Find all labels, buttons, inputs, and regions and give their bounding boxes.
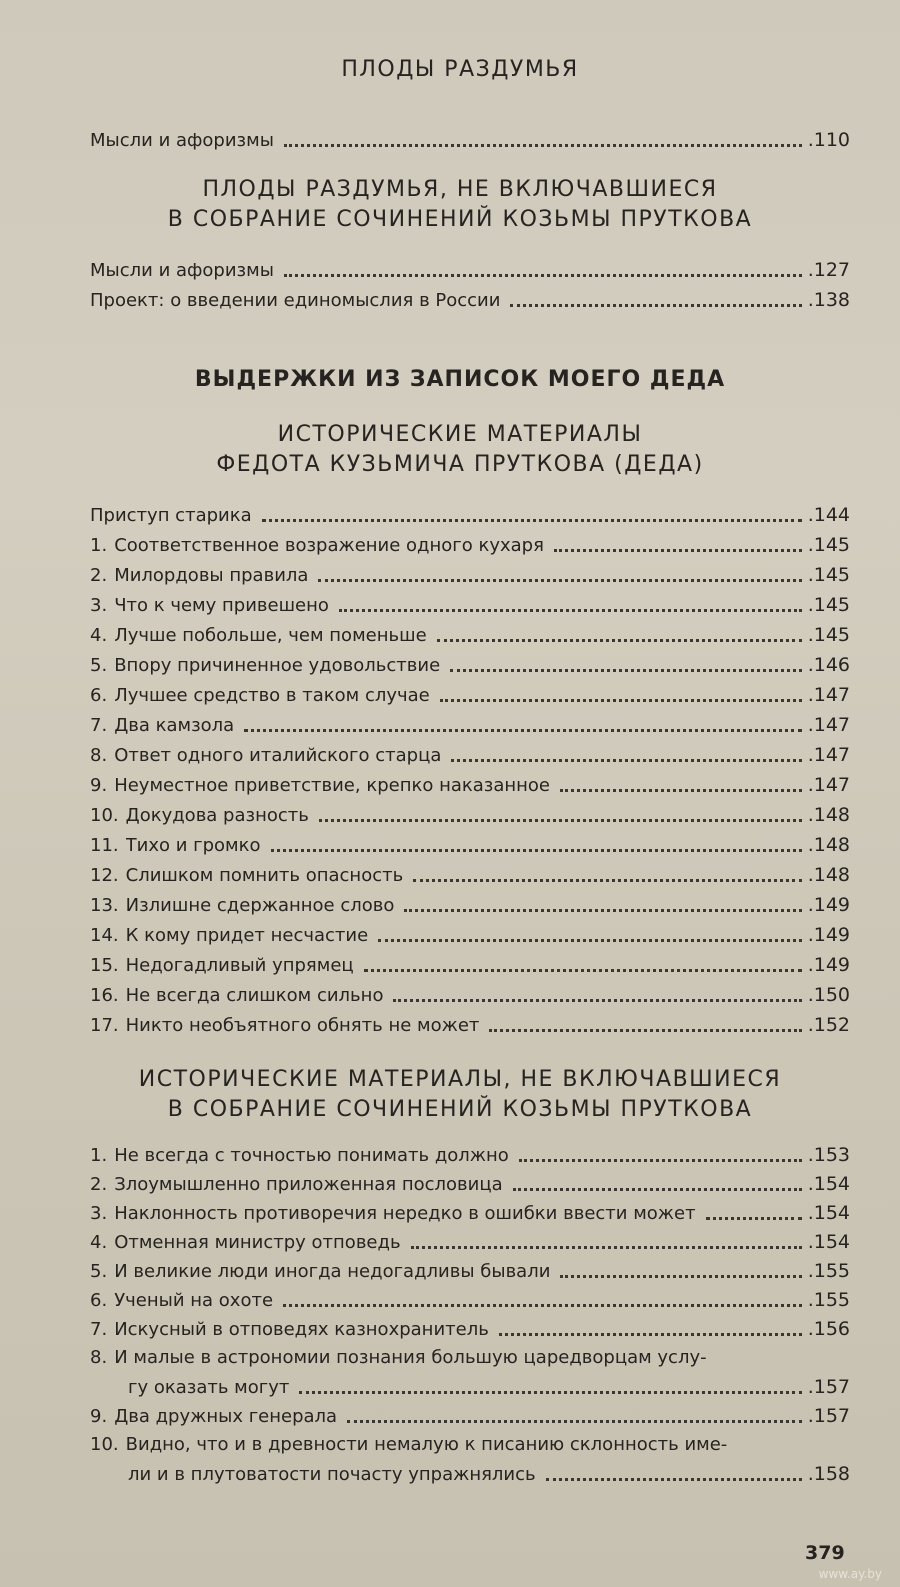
entry-page: .147	[807, 744, 850, 766]
entry-page: .155	[807, 1289, 850, 1311]
entry-number: 13.	[90, 895, 119, 916]
leader-dots	[413, 878, 801, 882]
leader-dots	[513, 1187, 802, 1191]
leader-dots	[404, 908, 801, 912]
section-heading-plody	[90, 55, 830, 85]
toc-entry[interactable]	[90, 1314, 850, 1344]
entry-title: Что к чему привешено	[114, 595, 329, 616]
toc-entry[interactable]	[90, 920, 850, 950]
leader-dots	[284, 273, 802, 277]
entry-title: Не всегда с точностью понимать должно	[114, 1145, 509, 1166]
entry-title: И малые в астрономии познания большую царедворцам услу-	[114, 1347, 707, 1368]
entry-number: 3.	[90, 595, 108, 616]
leader-dots	[560, 1274, 801, 1278]
entry-number: 17.	[90, 1015, 119, 1036]
toc-entry[interactable]	[90, 800, 850, 830]
heading-line: В СОБРАНИЕ СОЧИНЕНИЙ КОЗЬМЫ ПРУТКОВА	[167, 207, 753, 232]
leader-dots	[451, 758, 801, 762]
entry-page: .146	[807, 654, 850, 676]
entry-number: 2.	[90, 565, 108, 586]
toc-entry[interactable]	[90, 770, 850, 800]
heading-line: ФЕДОТА КУЗЬМИЧА ПРУТКОВА (ДЕДА)	[216, 452, 704, 477]
entry-title: Два камзола	[114, 715, 235, 736]
leader-dots	[364, 968, 802, 972]
leader-dots	[271, 848, 802, 852]
entry-page: .154	[807, 1202, 850, 1224]
leader-dots	[244, 728, 801, 732]
leader-dots	[450, 668, 802, 672]
entry-page: .145	[807, 594, 850, 616]
leader-dots	[299, 1390, 801, 1394]
entry-title: Лучшее средство в таком случае	[114, 685, 430, 706]
entry-page: .147	[807, 684, 850, 706]
leader-dots	[411, 1245, 802, 1249]
leader-dots	[318, 578, 801, 582]
entry-number: 8.	[90, 745, 108, 766]
toc-entry[interactable]	[90, 560, 850, 590]
entry-number: 16.	[90, 985, 119, 1006]
leader-dots	[560, 788, 802, 792]
entry-number: 7.	[90, 715, 108, 736]
entry-title: Лучше побольше, чем поменьше	[114, 625, 427, 646]
leader-dots	[347, 1419, 802, 1423]
entry-title: Недогадливый упрямец	[125, 955, 354, 976]
entry-number: 8.	[90, 1347, 108, 1368]
entry-title: Мысли и афоризмы	[90, 130, 274, 151]
toc-entry[interactable]	[90, 1401, 850, 1431]
entry-page: .148	[807, 804, 850, 826]
entry-page: .154	[807, 1173, 850, 1195]
entry-number: 9.	[90, 1406, 108, 1427]
entry-title: Слишком помнить опасность	[125, 865, 404, 886]
entry-number: 10.	[90, 1434, 119, 1455]
leader-dots	[489, 1028, 801, 1032]
section-heading-istoricheskie	[90, 420, 830, 480]
section-heading-istoricheskie-ne-vkl	[90, 1065, 830, 1125]
entry-page: .149	[807, 954, 850, 976]
heading-line: ИСТОРИЧЕСКИЕ МАТЕРИАЛЫ, НЕ ВКЛЮЧАВШИЕСЯ	[138, 1067, 782, 1092]
toc-entry[interactable]	[90, 1010, 850, 1040]
toc-entry[interactable]	[90, 1285, 850, 1315]
entry-number: 1.	[90, 535, 108, 556]
entry-number: 10.	[90, 805, 119, 826]
entry-page: .157	[807, 1405, 850, 1427]
entry-title: Впору причиненное удовольствие	[114, 655, 441, 676]
entry-title: Ученый на охоте	[114, 1290, 274, 1311]
entry-title: Приступ старика	[90, 505, 252, 526]
page-number: 379	[805, 1542, 845, 1564]
entry-title: Докудова разность	[125, 805, 309, 826]
leader-dots	[499, 1332, 802, 1336]
entry-page: .138	[807, 289, 850, 311]
entry-page: .153	[807, 1144, 850, 1166]
entry-title: Наклонность противоречия нередко в ошибки ввести может	[114, 1203, 696, 1224]
leader-dots	[283, 1303, 802, 1307]
watermark: www.ay.by	[818, 1567, 882, 1581]
entry-number: 4.	[90, 1232, 108, 1253]
entry-number: 4.	[90, 625, 108, 646]
toc-entry[interactable]	[90, 620, 850, 650]
entry-page: .158	[807, 1463, 850, 1485]
toc-entry[interactable]	[90, 650, 850, 680]
leader-dots	[378, 938, 802, 942]
leader-dots	[440, 698, 802, 702]
toc-entry[interactable]	[90, 680, 850, 710]
toc-entry[interactable]	[90, 830, 850, 860]
entry-number: 11.	[90, 835, 119, 856]
leader-dots	[519, 1158, 802, 1162]
entry-page: .149	[807, 894, 850, 916]
leader-dots	[339, 608, 802, 612]
entry-title: Злоумышленно приложенная пословица	[114, 1174, 503, 1195]
leader-dots	[510, 303, 801, 307]
leader-dots	[262, 518, 802, 522]
leader-dots	[319, 818, 802, 822]
entry-page: .144	[807, 504, 850, 526]
entry-title: Отменная министру отповедь	[114, 1232, 401, 1253]
toc-entry[interactable]	[90, 1169, 850, 1199]
leader-dots	[706, 1216, 802, 1220]
toc-entry[interactable]	[90, 1140, 850, 1170]
section-heading-plody-ne-vkl	[90, 175, 830, 235]
leader-dots	[554, 548, 802, 552]
heading-line: ПЛОДЫ РАЗДУМЬЯ, НЕ ВКЛЮЧАВШИЕСЯ	[202, 177, 718, 202]
entry-title: Ответ одного италийского старца	[114, 745, 442, 766]
entry-page: .149	[807, 924, 850, 946]
entry-title: Искусный в отповедях казнохранитель	[114, 1319, 489, 1340]
toc-entry[interactable]	[90, 710, 850, 740]
entry-title: Никто необъятного обнять не может	[125, 1015, 480, 1036]
entry-title: Два дружных генерала	[114, 1406, 338, 1427]
section-heading-vyderzhki	[90, 365, 830, 395]
entry-page: .145	[807, 564, 850, 586]
entry-title: Излишне сдержанное слово	[125, 895, 395, 916]
toc-entry-continuation	[128, 1372, 850, 1402]
entry-title: Милордовы правила	[114, 565, 309, 586]
heading-line: ВЫДЕРЖКИ ИЗ ЗАПИСОК МОЕГО ДЕДА	[194, 367, 726, 392]
toc-entry[interactable]	[90, 1198, 850, 1228]
toc-entry[interactable]	[90, 740, 850, 770]
entry-number: 14.	[90, 925, 119, 946]
entry-title: Мысли и афоризмы	[90, 260, 274, 281]
heading-line: ИСТОРИЧЕСКИЕ МАТЕРИАЛЫ	[277, 422, 643, 447]
entry-page: .145	[807, 624, 850, 646]
entry-title: Видно, что и в древности немалую к писанию склонность име-	[125, 1434, 728, 1455]
entry-title: Соответственное возражение одного кухаря	[114, 535, 544, 556]
toc-entry[interactable]	[90, 285, 850, 315]
entry-title: К кому придет несчастие	[125, 925, 369, 946]
toc-entry[interactable]	[90, 500, 850, 530]
entry-page: .156	[807, 1318, 850, 1340]
leader-dots	[284, 143, 802, 147]
toc-entry[interactable]	[90, 530, 850, 560]
toc-entry[interactable]	[90, 255, 850, 285]
entry-title-continuation: ли и в плутоватости почасту упражнялись	[128, 1464, 536, 1485]
heading-line: В СОБРАНИЕ СОЧИНЕНИЙ КОЗЬМЫ ПРУТКОВА	[167, 1097, 753, 1122]
toc-entry[interactable]	[90, 125, 850, 155]
entry-number: 6.	[90, 1290, 108, 1311]
entry-page: .127	[807, 259, 850, 281]
entry-page: .148	[807, 834, 850, 856]
leader-dots	[546, 1477, 802, 1481]
toc-entry[interactable]	[90, 1227, 850, 1257]
entry-page: .154	[807, 1231, 850, 1253]
entry-page: .148	[807, 864, 850, 886]
toc-entry[interactable]	[90, 1256, 850, 1286]
leader-dots	[437, 638, 802, 642]
toc-entry-continuation	[128, 1459, 850, 1489]
entry-page: .155	[807, 1260, 850, 1282]
entry-page: .147	[807, 774, 850, 796]
entry-number: 6.	[90, 685, 108, 706]
leader-dots	[393, 998, 801, 1002]
toc-entry[interactable]	[90, 890, 850, 920]
entry-page: .110	[807, 129, 850, 151]
entry-title: И великие люди иногда недогадливы бывали	[114, 1261, 551, 1282]
entry-page: .152	[807, 1014, 850, 1036]
entry-page: .150	[807, 984, 850, 1006]
entry-page: .147	[807, 714, 850, 736]
entry-title-continuation: гу оказать могут	[128, 1377, 290, 1398]
entry-page: .157	[807, 1376, 850, 1398]
entry-number: 7.	[90, 1319, 108, 1340]
toc-entry[interactable]	[90, 1430, 850, 1460]
toc-entry[interactable]	[90, 590, 850, 620]
entry-number: 15.	[90, 955, 119, 976]
entry-title: Проект: о введении единомыслия в России	[90, 290, 501, 311]
toc-entry[interactable]	[90, 950, 850, 980]
entry-number: 1.	[90, 1145, 108, 1166]
entry-number: 3.	[90, 1203, 108, 1224]
entry-number: 9.	[90, 775, 108, 796]
entry-page: .145	[807, 534, 850, 556]
entry-number: 5.	[90, 1261, 108, 1282]
toc-entry[interactable]	[90, 980, 850, 1010]
entry-title: Неуместное приветствие, крепко наказанное	[114, 775, 551, 796]
entry-title: Не всегда слишком сильно	[125, 985, 384, 1006]
entry-number: 12.	[90, 865, 119, 886]
entry-title: Тихо и громко	[125, 835, 261, 856]
toc-entry[interactable]	[90, 860, 850, 890]
toc-entry[interactable]	[90, 1343, 850, 1373]
entry-number: 5.	[90, 655, 108, 676]
heading-line: ПЛОДЫ РАЗДУМЬЯ	[341, 57, 579, 82]
entry-number: 2.	[90, 1174, 108, 1195]
